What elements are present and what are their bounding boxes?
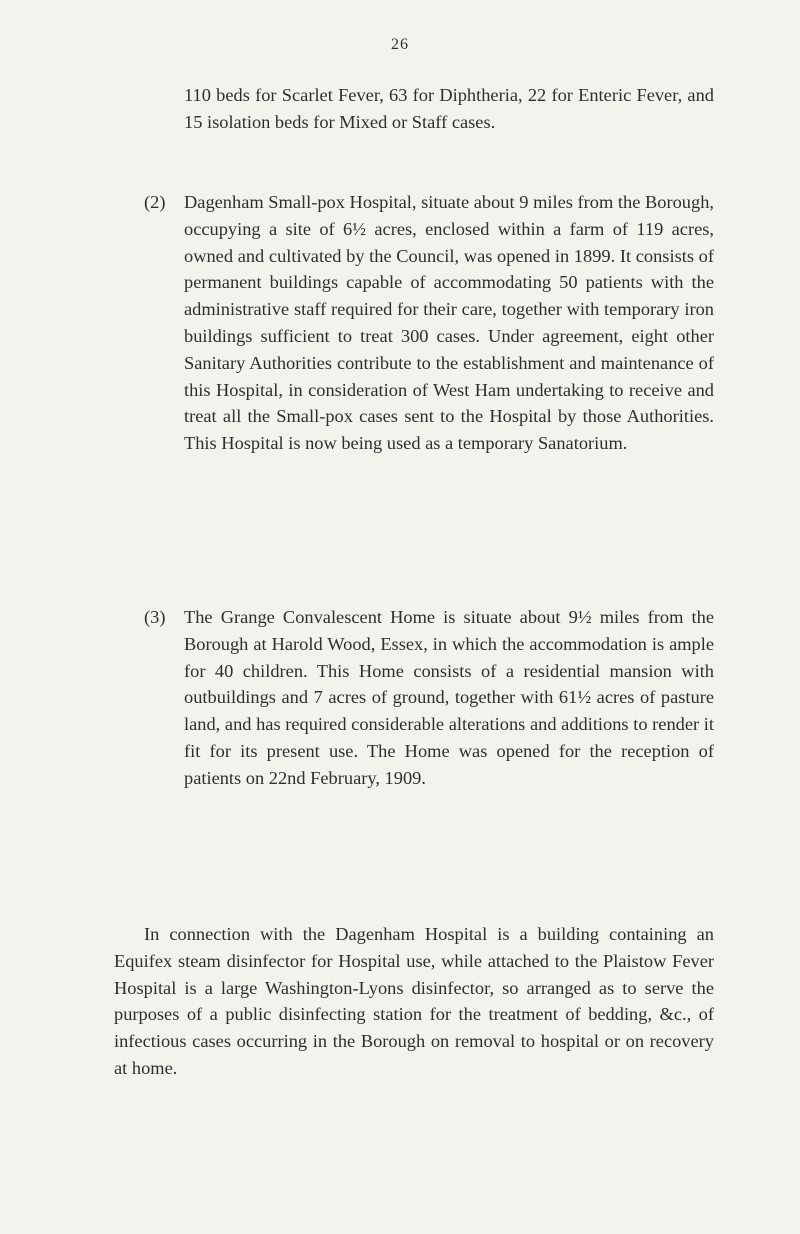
list-item-dagenham-hospital <box>144 189 714 457</box>
page-number: 26 <box>391 36 409 53</box>
list-item-text: Dagenham Small-pox Hospital, situate about 9 miles from the Borough, occupying a site of 6½ acres, enclosed within a farm of 119 acres, owned and cultivated by the Council, was opened in 1899. It consists of permanent buildings capable of accommodating 50 patients with the administrative staff required for their care, together with temporary iron buildings sufficient to treat 300 cases. Under agreement, eight other Sanitary Authorities contribute to the establishment and maintenance of this Hospital, in consideration of West Ham undertaking to receive and treat all the Small-pox cases sent to the Hospital by those Authorities. This Hospital is now being used as a temporary Sanatorium. <box>184 192 714 454</box>
list-item-number: (3) <box>144 607 166 627</box>
list-item-text: The Grange Convalescent Home is situate about 9½ miles from the Borough at Harold Wood, Essex, in which the accommodation is ample for 40 children. This Home consists of a residential mansion with outbuildings and 7 acres of ground, together with 61½ acres of pasture land, and has required considerable alterations and additions to render it fit for its present use. The Home was opened for the reception of patients on 22nd February, 1909. <box>184 607 714 788</box>
list-item-grange-convalescent-home <box>144 604 714 792</box>
list-item-number: (2) <box>144 192 166 212</box>
disinfector-paragraph: In connection with the Dagenham Hospital is a building containing an Equifex steam disinfector for Hospital use, while attached to the Plaistow Fever Hospital is a large Washington-Lyons disinfector, so arranged as to serve the purposes of a public disinfecting station for the treatment of bedding, &c., of infectious cases occurring in the Borough on removal to hospital or on recovery at home. <box>114 924 714 1078</box>
continued-paragraph: 110 beds for Scarlet Fever, 63 for Diphtheria, 22 for Enteric Fever, and 15 isolation beds for Mixed or Staff cases. <box>184 85 714 132</box>
